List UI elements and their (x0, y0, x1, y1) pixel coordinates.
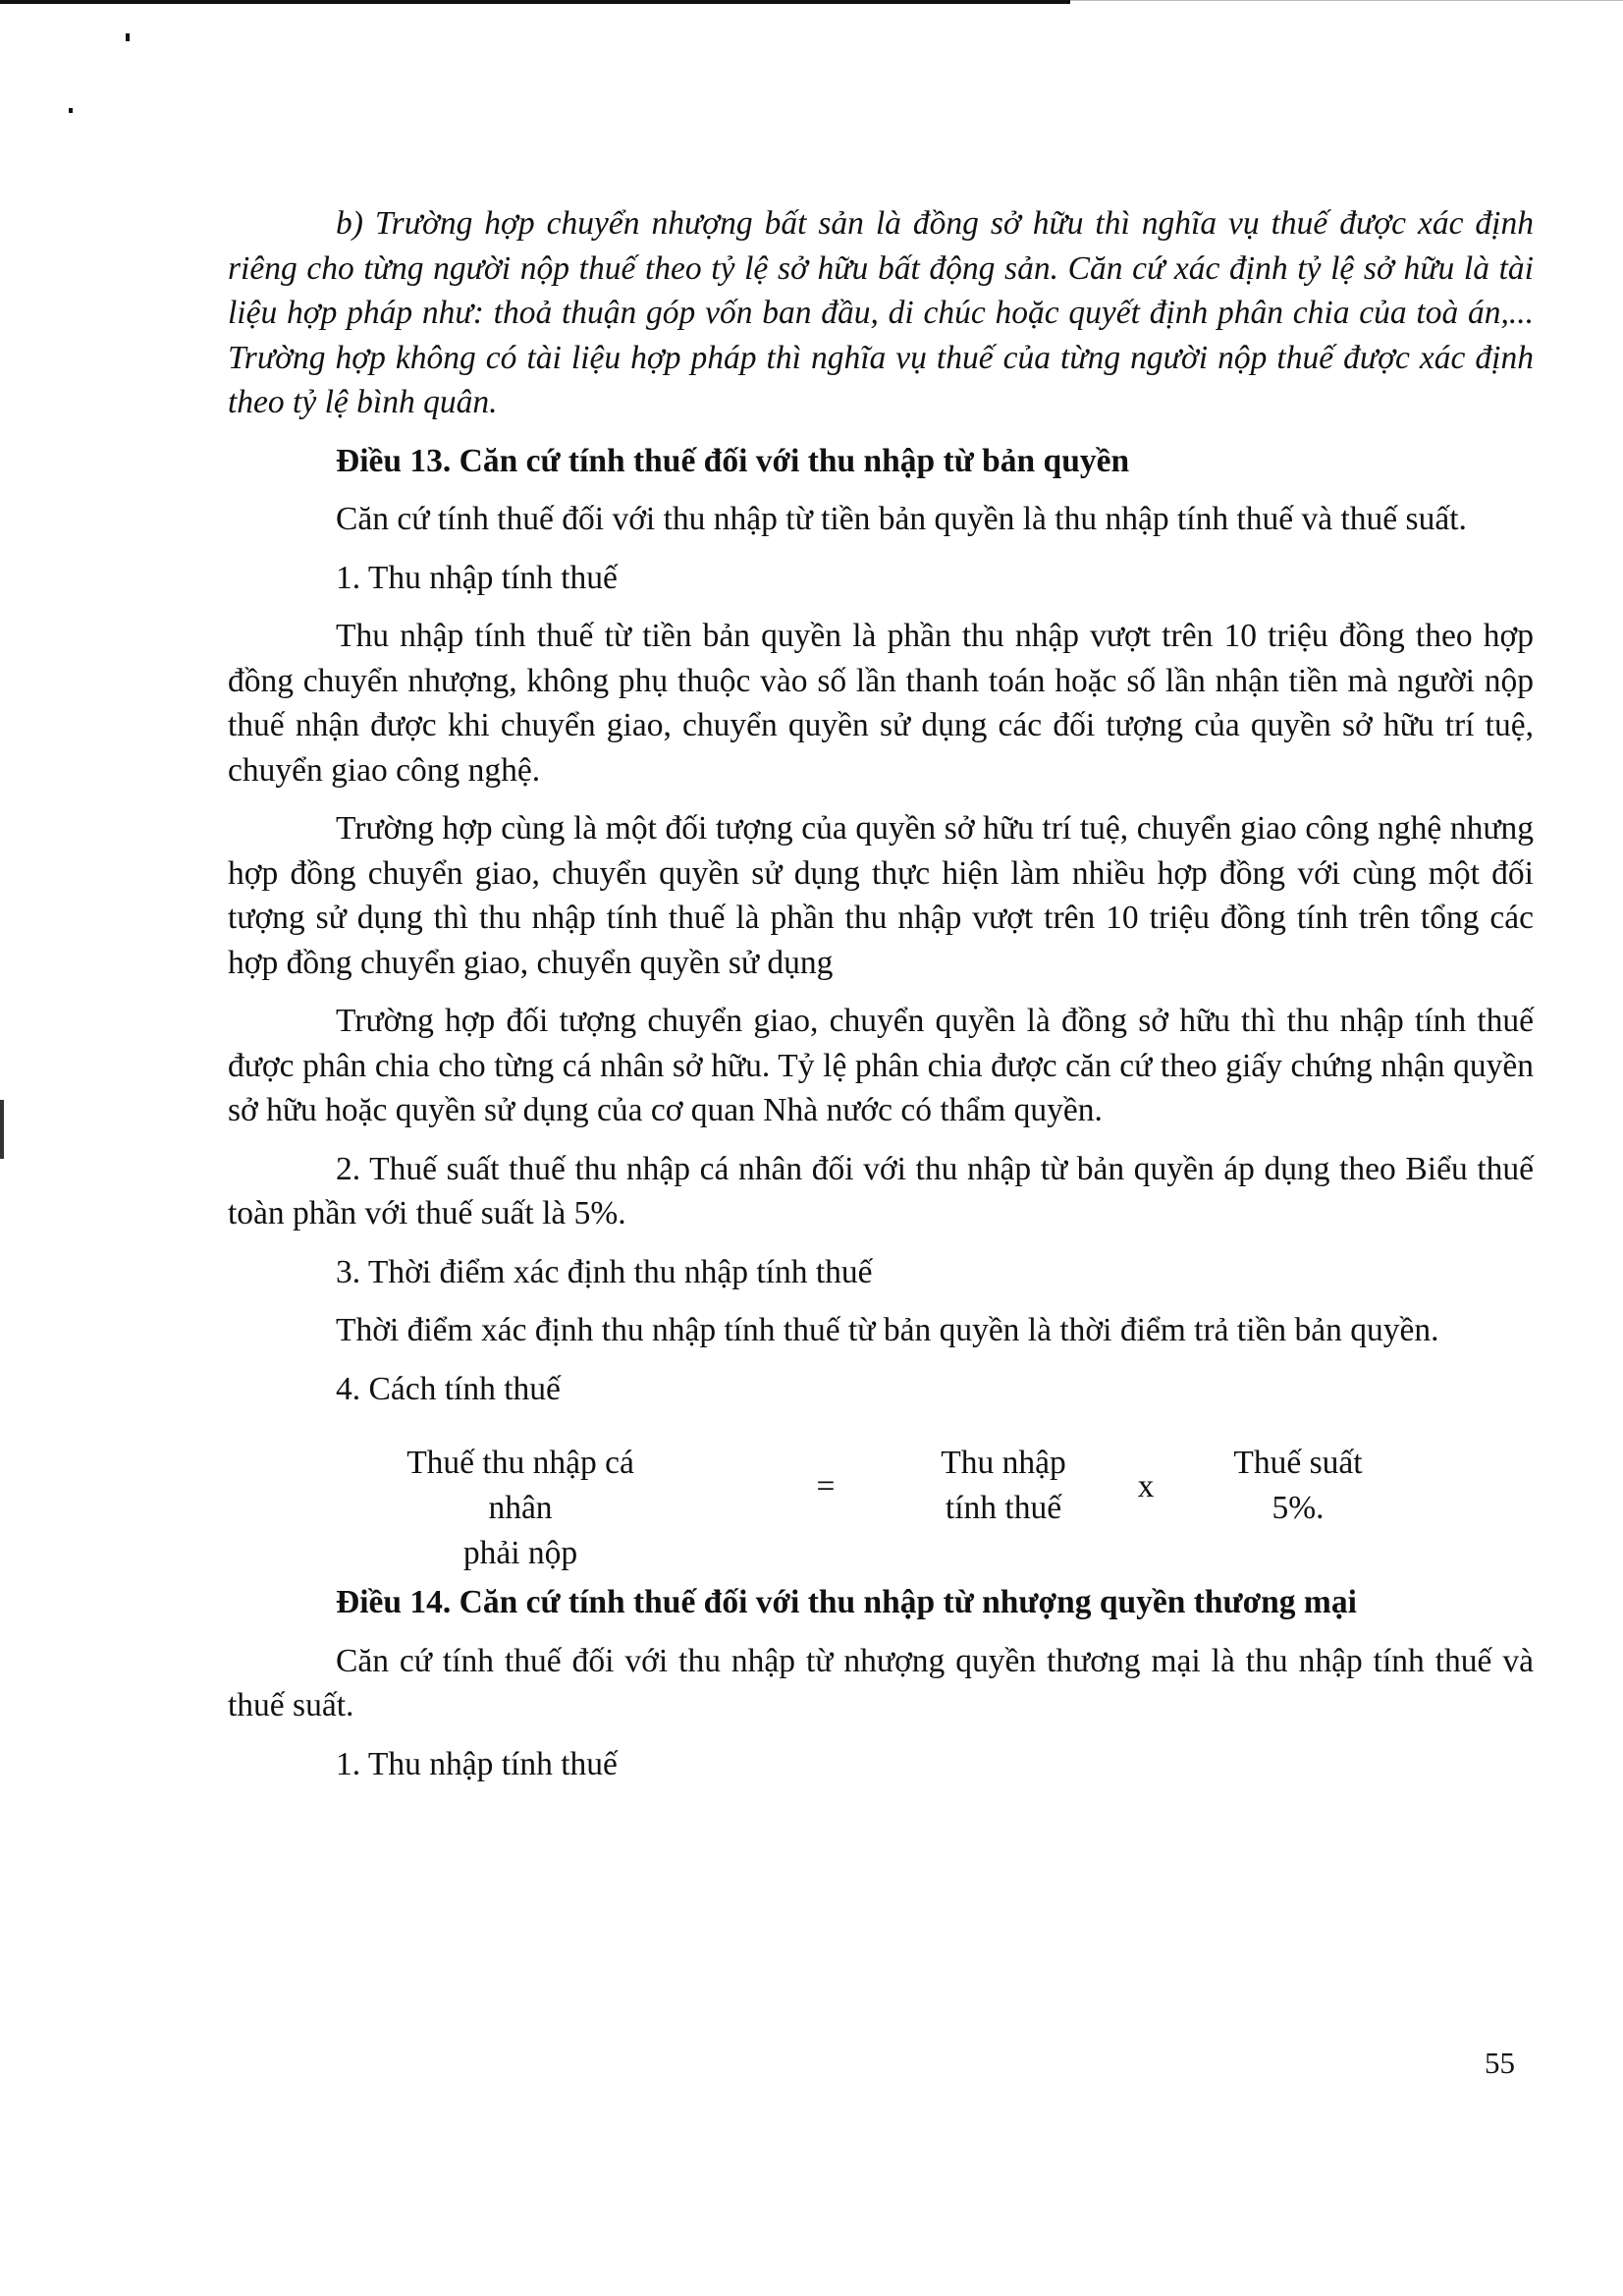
scan-speck (126, 33, 130, 41)
formula-mid-line-2: tính thuế (945, 1490, 1062, 1526)
formula-times-sign: x (1137, 1468, 1155, 1504)
scan-speck (69, 108, 73, 113)
article-13-item-3-title: 3. Thời điểm xác định thu nhập tính thuế (336, 1253, 873, 1290)
article-13-intro: Căn cứ tính thuế đối với thu nhập từ tiền bản quyền là thu nhập tính thuế và thuế suất. (336, 501, 1467, 537)
formula-left-line-2: phải nộp (462, 1535, 578, 1571)
article-13-heading: Điều 13. Căn cứ tính thuế đối với thu nhập từ bản quyền (336, 442, 1130, 479)
article-13-item-3-paragraph: Thời điểm xác định thu nhập tính thuế từ bản quyền là thời điểm trả tiền bản quyền. (336, 1312, 1439, 1348)
page-number: 55 (1485, 2046, 1515, 2080)
formula-mid-line-1: Thu nhập (941, 1445, 1066, 1481)
article-14-item-1-title: 1. Thu nhập tính thuế (336, 1745, 618, 1782)
formula-right-term (1210, 1441, 1386, 1531)
scan-edge-top (0, 0, 1070, 4)
article-13-item-1-title: 1. Thu nhập tính thuế (336, 559, 618, 596)
article-13-item-4-title: 4. Cách tính thuế (336, 1370, 561, 1407)
article-14-intro: Căn cứ tính thuế đối với thu nhập từ nhượng quyền thương mại là thu nhập tính thuế và thuế suất. (228, 1642, 1534, 1723)
formula-left-line-1: Thuế thu nhập cá nhân (406, 1445, 634, 1526)
tax-formula (228, 1441, 1534, 1571)
formula-middle-term (905, 1441, 1102, 1531)
article-13-item-1-paragraph-3: Trường hợp đối tượng chuyển giao, chuyển quyền là đồng sở hữu thì thu nhập tính thuế được phân chia cho từng cá nhân sở hữu. Tỷ lệ phân chia được căn cứ theo giấy chứng nhận quyền sở hữu hoặc quyền sử dụng của cơ quan Nhà nước có thẩm quyền. (228, 1003, 1534, 1128)
article-13-item-1-paragraph-2: Trường hợp cùng là một đối tượng của quyền sở hữu trí tuệ, chuyển giao công nghệ nhưng hợp đồng chuyển giao, chuyển quyền sử dụng thực hiện làm nhiều hợp đồng với cùng một đối tượng sử dụng thì thu nhập tính thuế là phần thu nhập vượt trên 10 triệu đồng tính trên tổng các hợp đồng chuyển giao, chuyển quyền sử dụng (228, 810, 1534, 981)
page-body (228, 201, 1534, 1786)
scan-edge-left (0, 1100, 4, 1159)
scan-edge-top-faint (1070, 0, 1623, 1)
formula-equals-sign: = (816, 1468, 836, 1504)
article-13-item-1-paragraph-1: Thu nhập tính thuế từ tiền bản quyền là phần thu nhập vượt trên 10 triệu đồng theo hợp đồng chuyển nhượng, không phụ thuộc vào số lần thanh toán hoặc số lần nhận tiền mà người nộp thuế nhận được khi chuyển giao, chuyển quyền sử dụng các đối tượng của quyền sở hữu trí tuệ, chuyển giao công nghệ. (228, 618, 1534, 789)
article-14-heading: Điều 14. Căn cứ tính thuế đối với thu nhập từ nhượng quyền thương mại (336, 1584, 1357, 1620)
formula-left-term (373, 1441, 668, 1576)
formula-right-line-1: Thuế suất (1233, 1445, 1363, 1481)
formula-right-line-2: 5%. (1271, 1490, 1325, 1526)
article-13-item-2: 2. Thuế suất thuế thu nhập cá nhân đối với thu nhập từ bản quyền áp dụng theo Biểu thuế toàn phần với thuế suất là 5%. (228, 1150, 1534, 1231)
paragraph-section-b: b) Trường hợp chuyển nhượng bất sản là đồng sở hữu thì nghĩa vụ thuế được xác định riêng cho từng người nộp thuế theo tỷ lệ sở hữu bất động sản. Căn cứ xác định tỷ lệ sở hữu là tài liệu hợp pháp như: thoả thuận góp vốn ban đầu, di chúc hoặc quyết định phân chia của toà án,... Trường hợp không có tài liệu hợp pháp thì nghĩa vụ thuế của từng người nộp thuế được xác định theo tỷ lệ bình quân. (228, 205, 1534, 420)
